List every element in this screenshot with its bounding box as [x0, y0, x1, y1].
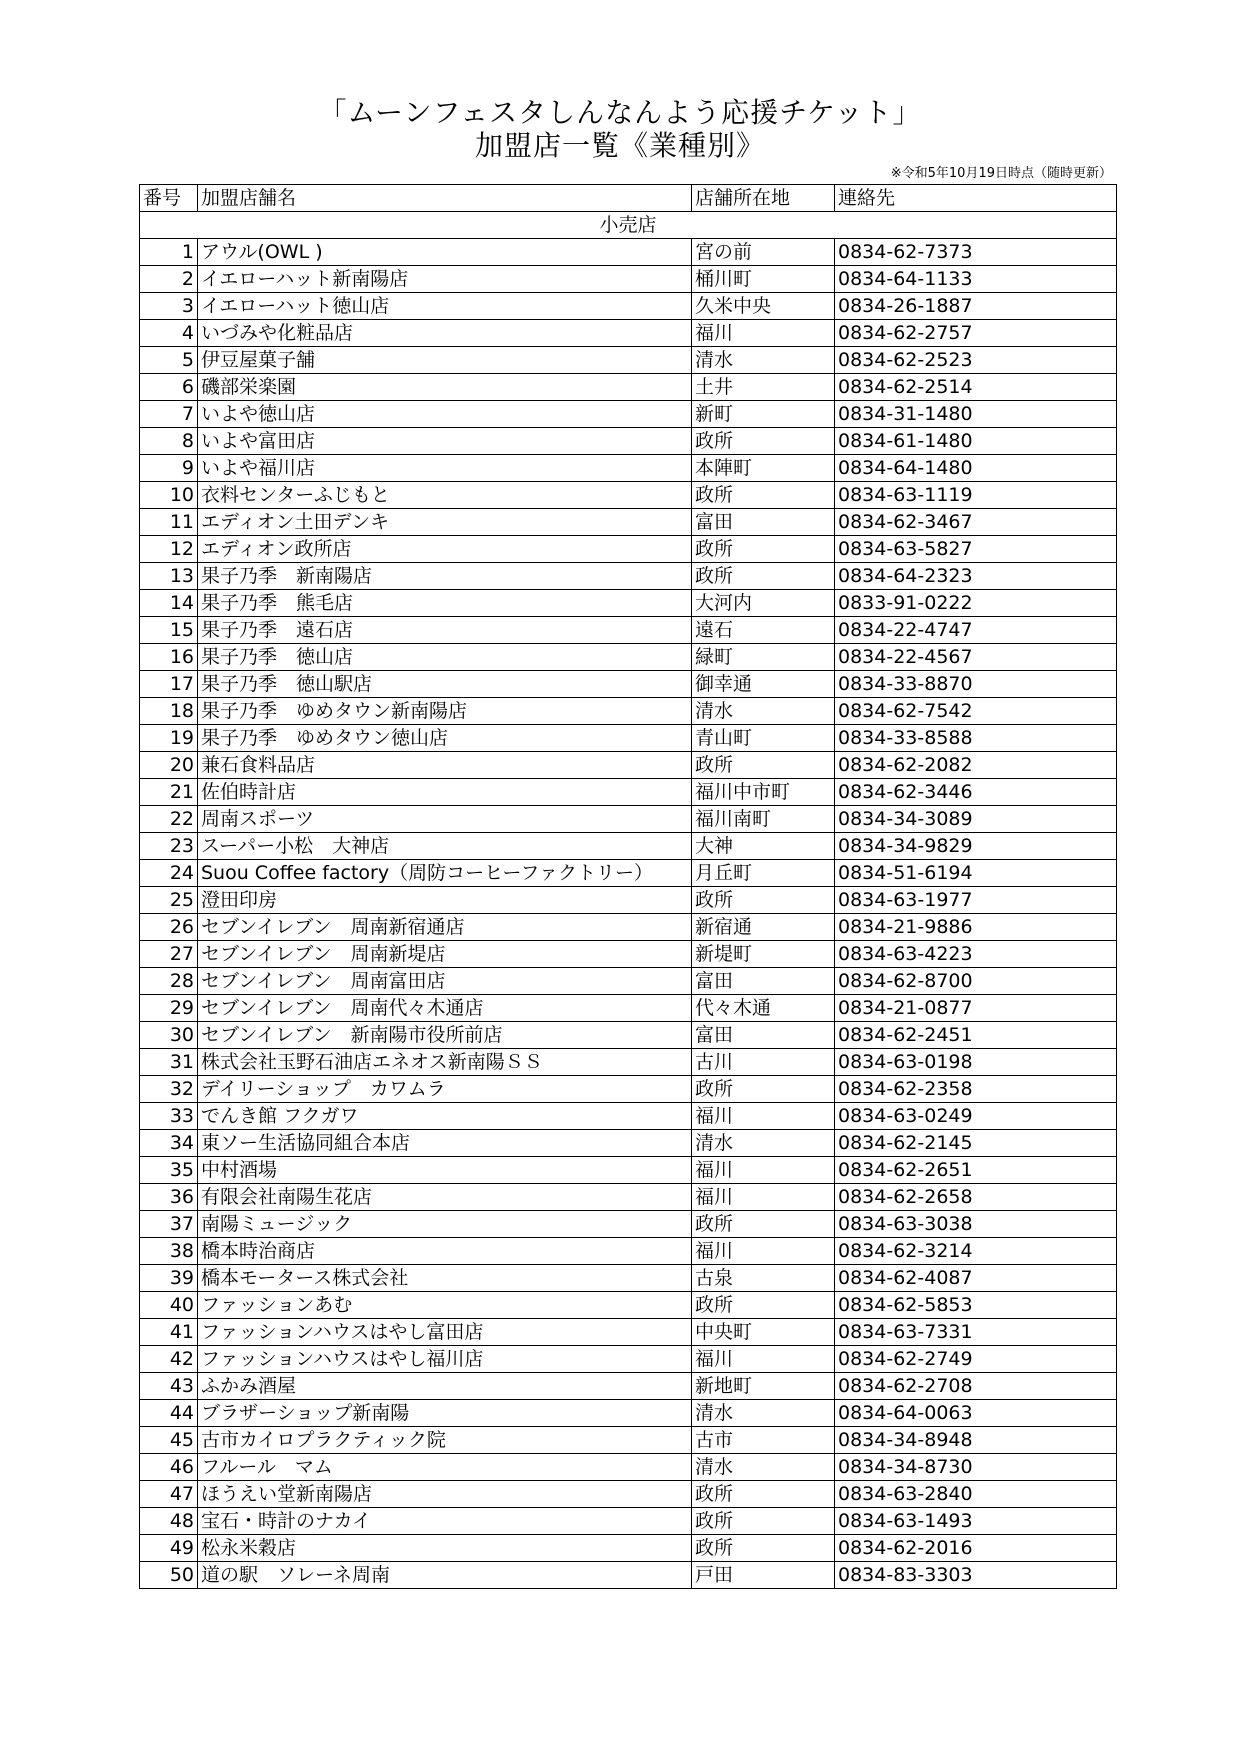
row-number: 41	[140, 1319, 198, 1346]
table-row	[140, 1184, 1117, 1211]
store-name: エディオン政所店	[198, 536, 692, 563]
table-row	[140, 887, 1117, 914]
store-phone: 0834-63-0198	[835, 1049, 1117, 1076]
store-phone: 0834-62-2658	[835, 1184, 1117, 1211]
store-phone: 0834-31-1480	[835, 401, 1117, 428]
row-number: 21	[140, 779, 198, 806]
row-number: 33	[140, 1103, 198, 1130]
store-name: 橋本時治商店	[198, 1238, 692, 1265]
table-row	[140, 968, 1117, 995]
row-number: 20	[140, 752, 198, 779]
row-number: 47	[140, 1481, 198, 1508]
store-location: 政所	[692, 887, 835, 914]
table-row	[140, 1265, 1117, 1292]
store-phone: 0834-63-7331	[835, 1319, 1117, 1346]
store-location: 福川中市町	[692, 779, 835, 806]
store-phone: 0834-62-2757	[835, 320, 1117, 347]
store-name: いよや徳山店	[198, 401, 692, 428]
store-name: 果子乃季 徳山駅店	[198, 671, 692, 698]
row-number: 30	[140, 1022, 198, 1049]
store-phone: 0834-22-4567	[835, 644, 1117, 671]
store-phone: 0834-63-0249	[835, 1103, 1117, 1130]
store-name: ブラザーショップ新南陽	[198, 1400, 692, 1427]
row-number: 13	[140, 563, 198, 590]
table-row	[140, 1562, 1117, 1589]
row-number: 23	[140, 833, 198, 860]
store-table	[139, 184, 1117, 1589]
table-row	[140, 1238, 1117, 1265]
store-location: 本陣町	[692, 455, 835, 482]
store-phone: 0834-62-7373	[835, 239, 1117, 266]
store-location: 戸田	[692, 1562, 835, 1589]
store-location: 福川	[692, 1103, 835, 1130]
table-row	[140, 482, 1117, 509]
store-phone: 0834-62-3446	[835, 779, 1117, 806]
row-number: 1	[140, 239, 198, 266]
store-name: 中村酒場	[198, 1157, 692, 1184]
row-number: 37	[140, 1211, 198, 1238]
row-number: 22	[140, 806, 198, 833]
table-row	[140, 1481, 1117, 1508]
table-row	[140, 860, 1117, 887]
store-phone: 0833-91-0222	[835, 590, 1117, 617]
store-location: 福川	[692, 1184, 835, 1211]
row-number: 24	[140, 860, 198, 887]
store-location: 政所	[692, 1535, 835, 1562]
table-row	[140, 995, 1117, 1022]
table-row	[140, 1400, 1117, 1427]
column-header-location: 店舗所在地	[692, 185, 835, 212]
row-number: 4	[140, 320, 198, 347]
row-number: 12	[140, 536, 198, 563]
store-name: 周南スポーツ	[198, 806, 692, 833]
row-number: 42	[140, 1346, 198, 1373]
table-row	[140, 941, 1117, 968]
store-name: スーパー小松 大神店	[198, 833, 692, 860]
table-row	[140, 1130, 1117, 1157]
as-of-note: ※令和5年10月19日時点（随時更新）	[890, 166, 1112, 181]
store-phone: 0834-34-3089	[835, 806, 1117, 833]
table-row	[140, 509, 1117, 536]
column-header-number: 番号	[140, 185, 198, 212]
store-location: 緑町	[692, 644, 835, 671]
store-name: 果子乃季 遠石店	[198, 617, 692, 644]
row-number: 5	[140, 347, 198, 374]
page-title: 「ムーンフェスタしんなんよう応援チケット」	[318, 96, 922, 129]
row-number: 32	[140, 1076, 198, 1103]
store-location: 大神	[692, 833, 835, 860]
store-name: セブンイレブン 周南新堤店	[198, 941, 692, 968]
store-location: 福川	[692, 1346, 835, 1373]
store-name: イエローハット新南陽店	[198, 266, 692, 293]
store-location: 政所	[692, 752, 835, 779]
store-phone: 0834-62-2451	[835, 1022, 1117, 1049]
row-number: 15	[140, 617, 198, 644]
row-number: 3	[140, 293, 198, 320]
store-phone: 0834-62-5853	[835, 1292, 1117, 1319]
store-name: Suou Coffee factory（周防コーヒーファクトリー）	[198, 860, 692, 887]
table-row	[140, 1076, 1117, 1103]
table-body	[140, 239, 1117, 1589]
row-number: 44	[140, 1400, 198, 1427]
table-row	[140, 266, 1117, 293]
store-phone: 0834-62-2514	[835, 374, 1117, 401]
store-name: 果子乃季 新南陽店	[198, 563, 692, 590]
store-phone: 0834-51-6194	[835, 860, 1117, 887]
store-phone: 0834-64-1133	[835, 266, 1117, 293]
store-phone: 0834-64-2323	[835, 563, 1117, 590]
row-number: 35	[140, 1157, 198, 1184]
table-row	[140, 1022, 1117, 1049]
table-row	[140, 293, 1117, 320]
row-number: 34	[140, 1130, 198, 1157]
row-number: 40	[140, 1292, 198, 1319]
row-number: 7	[140, 401, 198, 428]
store-phone: 0834-26-1887	[835, 293, 1117, 320]
store-location: 政所	[692, 1508, 835, 1535]
store-name: 伊豆屋菓子舗	[198, 347, 692, 374]
store-phone: 0834-62-2145	[835, 1130, 1117, 1157]
table-row	[140, 374, 1117, 401]
store-location: 清水	[692, 698, 835, 725]
store-name: セブンイレブン 新南陽市役所前店	[198, 1022, 692, 1049]
store-location: 福川	[692, 320, 835, 347]
table-row	[140, 914, 1117, 941]
row-number: 45	[140, 1427, 198, 1454]
table-row	[140, 779, 1117, 806]
store-phone: 0834-63-5827	[835, 536, 1117, 563]
table-row	[140, 428, 1117, 455]
store-phone: 0834-62-2651	[835, 1157, 1117, 1184]
store-location: 政所	[692, 1481, 835, 1508]
table-row	[140, 1427, 1117, 1454]
store-name: 果子乃季 徳山店	[198, 644, 692, 671]
store-name: 衣料センターふじもと	[198, 482, 692, 509]
table-row	[140, 725, 1117, 752]
row-number: 11	[140, 509, 198, 536]
store-name: セブンイレブン 周南富田店	[198, 968, 692, 995]
row-number: 2	[140, 266, 198, 293]
table-row	[140, 1454, 1117, 1481]
table-row	[140, 1319, 1117, 1346]
store-name: 澄田印房	[198, 887, 692, 914]
store-location: 代々木通	[692, 995, 835, 1022]
row-number: 14	[140, 590, 198, 617]
store-name: 果子乃季 ゆめタウン新南陽店	[198, 698, 692, 725]
store-name: 兼石食料品店	[198, 752, 692, 779]
row-number: 18	[140, 698, 198, 725]
row-number: 10	[140, 482, 198, 509]
store-name: いよや福川店	[198, 455, 692, 482]
store-phone: 0834-34-9829	[835, 833, 1117, 860]
store-phone: 0834-62-2016	[835, 1535, 1117, 1562]
store-phone: 0834-34-8948	[835, 1427, 1117, 1454]
table-row	[140, 1346, 1117, 1373]
table-row	[140, 590, 1117, 617]
column-header-store-name: 加盟店舗名	[198, 185, 692, 212]
store-location: 新堤町	[692, 941, 835, 968]
store-location: 政所	[692, 482, 835, 509]
store-name: いよや富田店	[198, 428, 692, 455]
table-row	[140, 1103, 1117, 1130]
store-name: 有限会社南陽生花店	[198, 1184, 692, 1211]
store-name: 果子乃季 ゆめタウン徳山店	[198, 725, 692, 752]
store-location: 御幸通	[692, 671, 835, 698]
store-phone: 0834-63-1977	[835, 887, 1117, 914]
row-number: 48	[140, 1508, 198, 1535]
store-location: 月丘町	[692, 860, 835, 887]
table-row	[140, 644, 1117, 671]
store-location: 清水	[692, 1130, 835, 1157]
store-name: ほうえい堂新南陽店	[198, 1481, 692, 1508]
table-row	[140, 455, 1117, 482]
store-location: 遠石	[692, 617, 835, 644]
store-location: 清水	[692, 1400, 835, 1427]
row-number: 8	[140, 428, 198, 455]
store-name: 株式会社玉野石油店エネオス新南陽ＳＳ	[198, 1049, 692, 1076]
store-location: 清水	[692, 1454, 835, 1481]
store-phone: 0834-62-2082	[835, 752, 1117, 779]
store-phone: 0834-34-8730	[835, 1454, 1117, 1481]
row-number: 25	[140, 887, 198, 914]
store-phone: 0834-62-4087	[835, 1265, 1117, 1292]
store-phone: 0834-61-1480	[835, 428, 1117, 455]
row-number: 26	[140, 914, 198, 941]
store-phone: 0834-63-4223	[835, 941, 1117, 968]
store-name: でんき館 フクガワ	[198, 1103, 692, 1130]
table-row	[140, 1157, 1117, 1184]
store-phone: 0834-62-2749	[835, 1346, 1117, 1373]
table-row	[140, 617, 1117, 644]
row-number: 16	[140, 644, 198, 671]
store-location: 新地町	[692, 1373, 835, 1400]
store-phone: 0834-21-9886	[835, 914, 1117, 941]
store-name: デイリーショップ カワムラ	[198, 1076, 692, 1103]
row-number: 6	[140, 374, 198, 401]
store-phone: 0834-63-2840	[835, 1481, 1117, 1508]
store-name: 果子乃季 熊毛店	[198, 590, 692, 617]
store-name: 南陽ミュージック	[198, 1211, 692, 1238]
row-number: 28	[140, 968, 198, 995]
store-phone: 0834-64-1480	[835, 455, 1117, 482]
store-location: 古泉	[692, 1265, 835, 1292]
store-location: 桶川町	[692, 266, 835, 293]
store-phone: 0834-62-3467	[835, 509, 1117, 536]
store-name: ファッションハウスはやし富田店	[198, 1319, 692, 1346]
store-location: 宮の前	[692, 239, 835, 266]
store-location: 政所	[692, 536, 835, 563]
row-number: 38	[140, 1238, 198, 1265]
store-phone: 0834-33-8588	[835, 725, 1117, 752]
store-location: 政所	[692, 428, 835, 455]
row-number: 27	[140, 941, 198, 968]
store-location: 富田	[692, 1022, 835, 1049]
store-phone: 0834-21-0877	[835, 995, 1117, 1022]
store-location: 新町	[692, 401, 835, 428]
table-row	[140, 1535, 1117, 1562]
store-phone: 0834-63-1493	[835, 1508, 1117, 1535]
table-row	[140, 1292, 1117, 1319]
store-name: イエローハット徳山店	[198, 293, 692, 320]
store-phone: 0834-63-1119	[835, 482, 1117, 509]
store-location: 政所	[692, 563, 835, 590]
category-row	[140, 212, 1117, 239]
page-subtitle: 加盟店一覧《業種別》	[474, 129, 765, 162]
store-name: エディオン土田デンキ	[198, 509, 692, 536]
store-phone: 0834-62-2358	[835, 1076, 1117, 1103]
store-phone: 0834-62-7542	[835, 698, 1117, 725]
store-name: ファッションハウスはやし福川店	[198, 1346, 692, 1373]
store-location: 福川	[692, 1238, 835, 1265]
store-location: 大河内	[692, 590, 835, 617]
row-number: 31	[140, 1049, 198, 1076]
store-location: 青山町	[692, 725, 835, 752]
store-name: 橋本モータース株式会社	[198, 1265, 692, 1292]
store-location: 富田	[692, 509, 835, 536]
store-location: 久米中央	[692, 293, 835, 320]
store-phone: 0834-83-3303	[835, 1562, 1117, 1589]
row-number: 50	[140, 1562, 198, 1589]
header-row	[140, 185, 1117, 212]
row-number: 9	[140, 455, 198, 482]
store-name: 佐伯時計店	[198, 779, 692, 806]
store-location: 政所	[692, 1211, 835, 1238]
store-name: フルール マム	[198, 1454, 692, 1481]
row-number: 49	[140, 1535, 198, 1562]
table-row	[140, 833, 1117, 860]
table-row	[140, 806, 1117, 833]
row-number: 29	[140, 995, 198, 1022]
store-phone: 0834-62-2523	[835, 347, 1117, 374]
store-location: 古川	[692, 1049, 835, 1076]
store-location: 新宿通	[692, 914, 835, 941]
row-number: 19	[140, 725, 198, 752]
store-phone: 0834-33-8870	[835, 671, 1117, 698]
table-row	[140, 239, 1117, 266]
table-row	[140, 320, 1117, 347]
store-name: ふかみ酒屋	[198, 1373, 692, 1400]
table-row	[140, 1373, 1117, 1400]
store-name: セブンイレブン 周南代々木通店	[198, 995, 692, 1022]
row-number: 17	[140, 671, 198, 698]
store-location: 中央町	[692, 1319, 835, 1346]
table-row	[140, 752, 1117, 779]
store-name: 宝石・時計のナカイ	[198, 1508, 692, 1535]
table-row	[140, 536, 1117, 563]
store-name: アウル(OWL )	[198, 239, 692, 266]
table-row	[140, 401, 1117, 428]
table-row	[140, 1508, 1117, 1535]
store-phone: 0834-64-0063	[835, 1400, 1117, 1427]
table-row	[140, 1211, 1117, 1238]
store-phone: 0834-22-4747	[835, 617, 1117, 644]
store-name: セブンイレブン 周南新宿通店	[198, 914, 692, 941]
row-number: 46	[140, 1454, 198, 1481]
row-number: 39	[140, 1265, 198, 1292]
category-label: 小売店	[140, 212, 1117, 239]
store-location: 福川南町	[692, 806, 835, 833]
store-name: ファッションあむ	[198, 1292, 692, 1319]
store-location: 政所	[692, 1292, 835, 1319]
store-location: 富田	[692, 968, 835, 995]
store-location: 政所	[692, 1076, 835, 1103]
table-row	[140, 563, 1117, 590]
store-location: 土井	[692, 374, 835, 401]
table-row	[140, 1049, 1117, 1076]
store-phone: 0834-62-2708	[835, 1373, 1117, 1400]
store-phone: 0834-62-3214	[835, 1238, 1117, 1265]
store-location: 清水	[692, 347, 835, 374]
column-header-contact: 連絡先	[835, 185, 1117, 212]
store-name: 古市カイロプラクティック院	[198, 1427, 692, 1454]
store-name: 松永米穀店	[198, 1535, 692, 1562]
store-name: 道の駅 ソレーネ周南	[198, 1562, 692, 1589]
store-phone: 0834-62-8700	[835, 968, 1117, 995]
store-location: 古市	[692, 1427, 835, 1454]
table-row	[140, 671, 1117, 698]
row-number: 43	[140, 1373, 198, 1400]
table-row	[140, 347, 1117, 374]
store-name: いづみや化粧品店	[198, 320, 692, 347]
store-location: 福川	[692, 1157, 835, 1184]
store-name: 東ソー生活協同組合本店	[198, 1130, 692, 1157]
row-number: 36	[140, 1184, 198, 1211]
store-name: 磯部栄楽園	[198, 374, 692, 401]
table-row	[140, 698, 1117, 725]
store-phone: 0834-63-3038	[835, 1211, 1117, 1238]
